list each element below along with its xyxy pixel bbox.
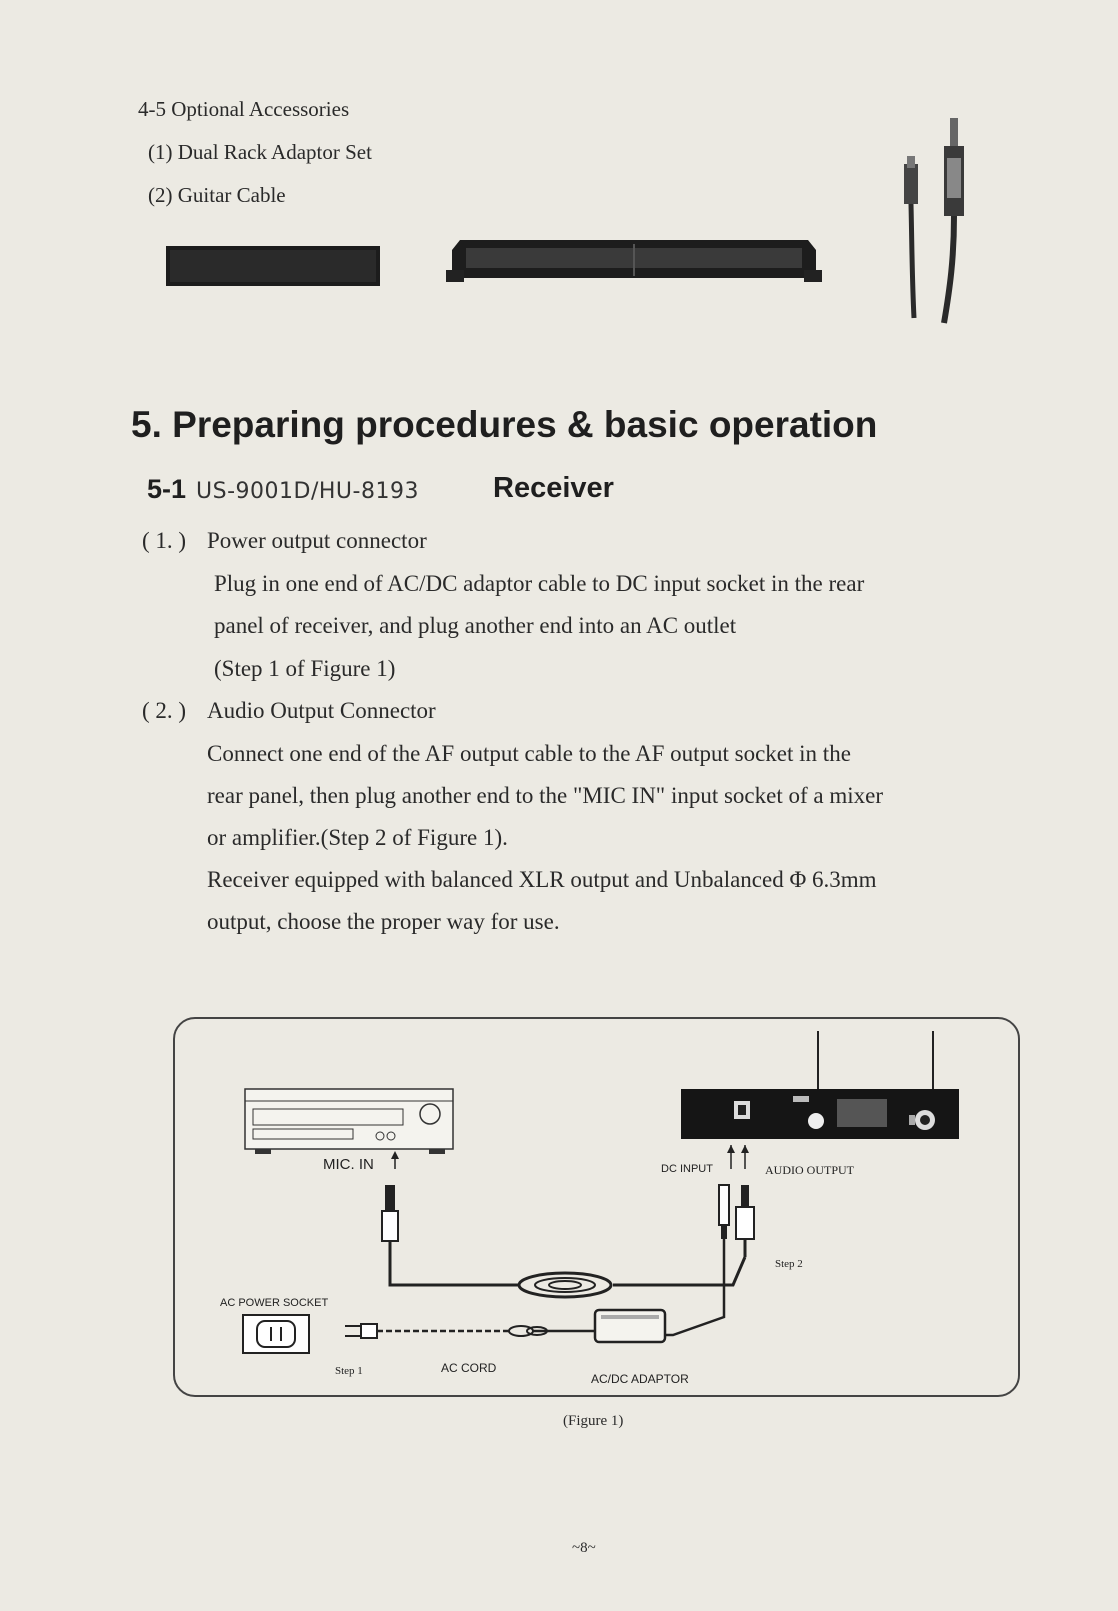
ac-power-socket-label: AC POWER SOCKET [220,1297,329,1309]
sub-heading-number: 5-1 [147,474,187,504]
section-heading: 5. Preparing procedures & basic operation [131,404,878,445]
step-1-label: Step 1 [335,1365,363,1377]
step-1-text: panel of receiver, and plug another end into an AC outlet [214,613,737,638]
step-1-title: Power output connector [207,528,427,553]
mic-in-label: MIC. IN [323,1156,374,1173]
figure-caption: (Figure 1) [563,1413,624,1429]
mixer-device [245,1089,453,1154]
step-2-text: Receiver equipped with balanced XLR output and Unbalanced Φ 6.3mm [207,867,877,892]
step-2-label: Step 2 [775,1258,803,1270]
step-1-marker: ( 1. ) [142,528,187,553]
connection-diagram [173,1017,1020,1397]
accessory-item-guitar-cable: (2) Guitar Cable [148,183,286,207]
audio-output-label: AUDIO OUTPUT [765,1163,854,1177]
step-2-text: rear panel, then plug another end to the "MIC IN" input socket of a mixer [207,783,883,808]
sub-heading-model: US-9001D/HU-8193 [196,479,419,504]
step-2-text: Connect one end of the AF output cable to the AF output socket in the [207,741,851,766]
receiver-device [681,1031,959,1139]
accessory-item-rack-adaptor: (1) Dual Rack Adaptor Set [148,140,372,164]
sub-heading [147,472,614,505]
ac-cord-label: AC CORD [441,1361,497,1375]
accessories-heading: 4-5 Optional Accessories [138,97,350,121]
ac-power-socket [243,1315,309,1353]
step-2-text: output, choose the proper way for use. [207,909,560,934]
page-number: ~8~ [572,1540,596,1556]
step-2-marker: ( 2. ) [142,698,187,723]
step-2-title: Audio Output Connector [207,698,436,723]
rack-panel-image [166,246,380,286]
step-1-text: (Step 1 of Figure 1) [214,656,396,681]
step-1-text: Plug in one end of AC/DC adaptor cable to DC input socket in the rear [214,571,865,596]
rack-adaptor-image [446,232,822,284]
dc-input-label: DC INPUT [661,1163,713,1175]
sub-heading-title: Receiver [493,472,614,504]
guitar-cable-image [900,118,1020,328]
step-2-text: or amplifier.(Step 2 of Figure 1). [207,825,508,850]
adaptor-label: AC/DC ADAPTOR [591,1372,689,1386]
